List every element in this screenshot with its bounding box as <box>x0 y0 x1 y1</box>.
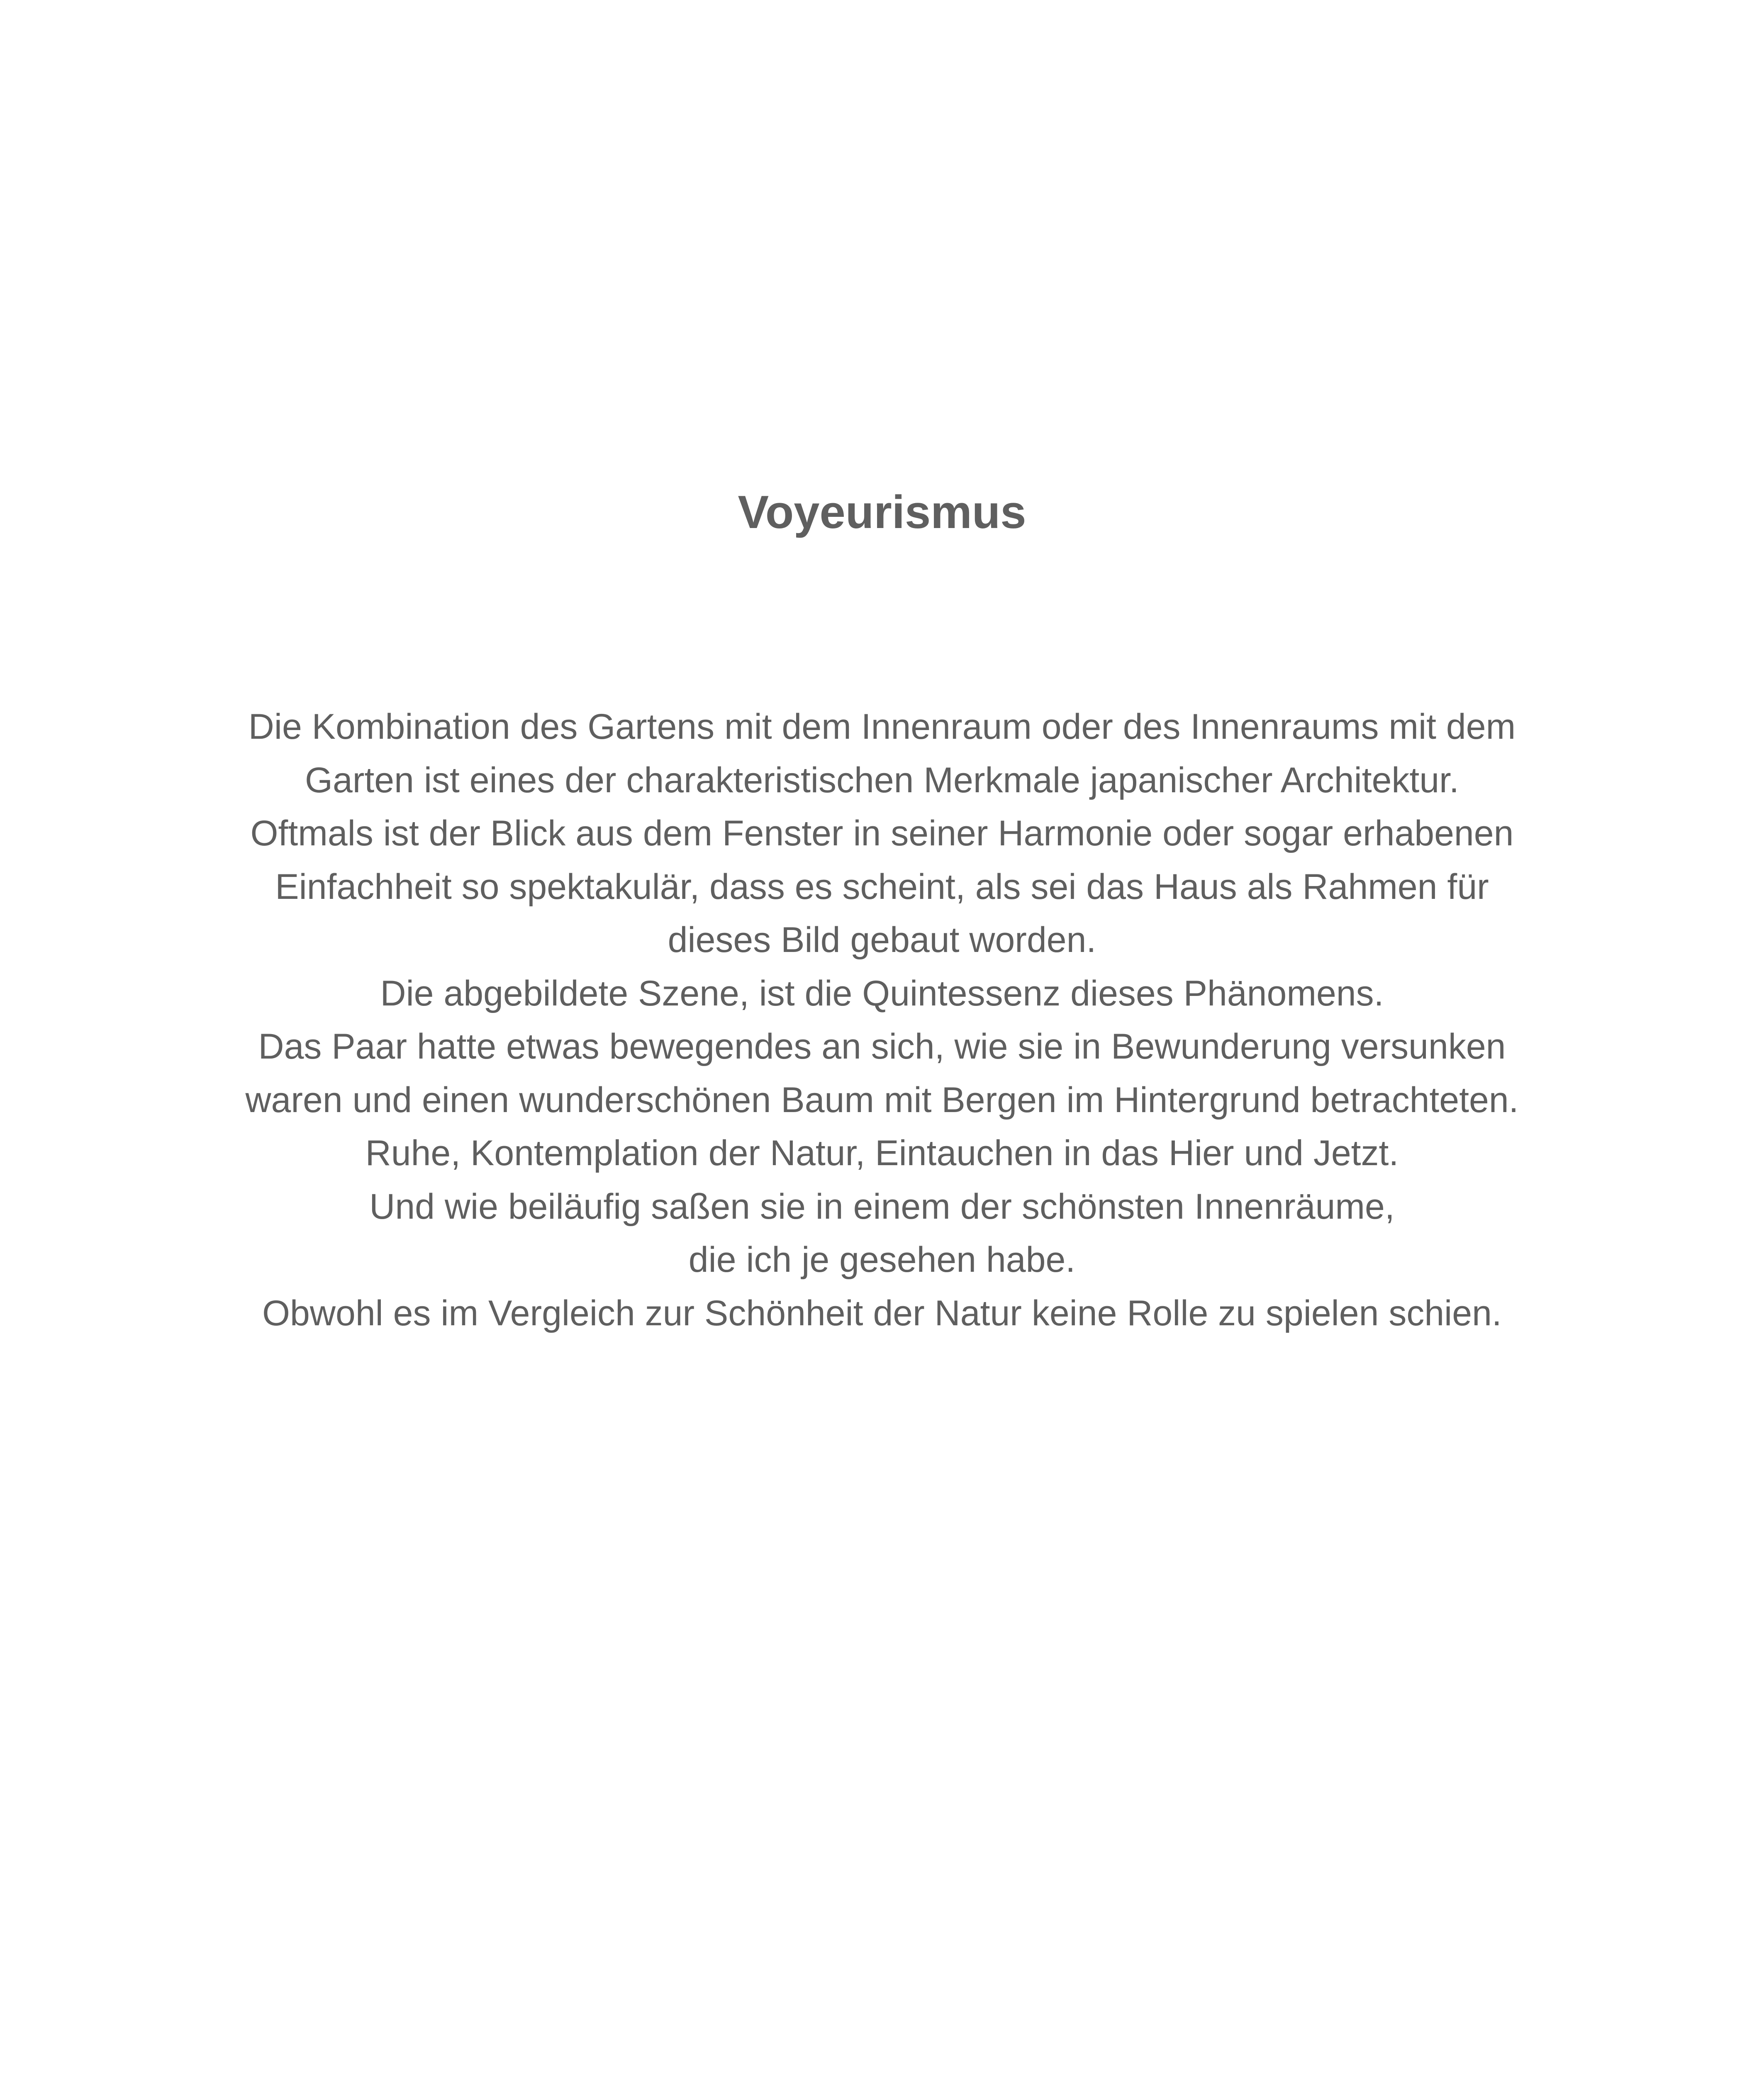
body-line: Und wie beiläufig saßen sie in einem der schönsten Innenräume, <box>369 1186 1395 1227</box>
body-line: Oftmals ist der Blick aus dem Fenster in seiner Harmonie oder sogar erhabenen <box>250 813 1514 853</box>
body-line: Ruhe, Kontemplation der Natur, Eintauchen in das Hier und Jetzt. <box>365 1133 1399 1173</box>
body-line: waren und einen wunderschönen Baum mit Bergen im Hintergrund betrachteten. <box>245 1080 1519 1120</box>
body-line: Einfachheit so spektakulär, dass es scheint, als sei das Haus als Rahmen für <box>275 867 1489 907</box>
body-line: Garten ist eines der charakteristischen Merkmale japanischer Architektur. <box>305 760 1459 800</box>
body-line: dieses Bild gebaut worden. <box>668 920 1096 960</box>
body-line: Das Paar hatte etwas bewegendes an sich, wie sie in Bewunderung versunken <box>258 1027 1506 1066</box>
body-line: die ich je gesehen habe. <box>688 1240 1076 1280</box>
body-line: Die Kombination des Gartens mit dem Innenraum oder des Innenraums mit dem <box>248 707 1516 747</box>
page-title: Voyeurismus <box>738 486 1026 538</box>
body-paragraph <box>124 700 1640 1340</box>
body-line: Obwohl es im Vergleich zur Schönheit der Natur keine Rolle zu spielen schien. <box>262 1293 1502 1333</box>
body-line: Die abgebildete Szene, ist die Quintessenz dieses Phänomens. <box>380 973 1384 1013</box>
